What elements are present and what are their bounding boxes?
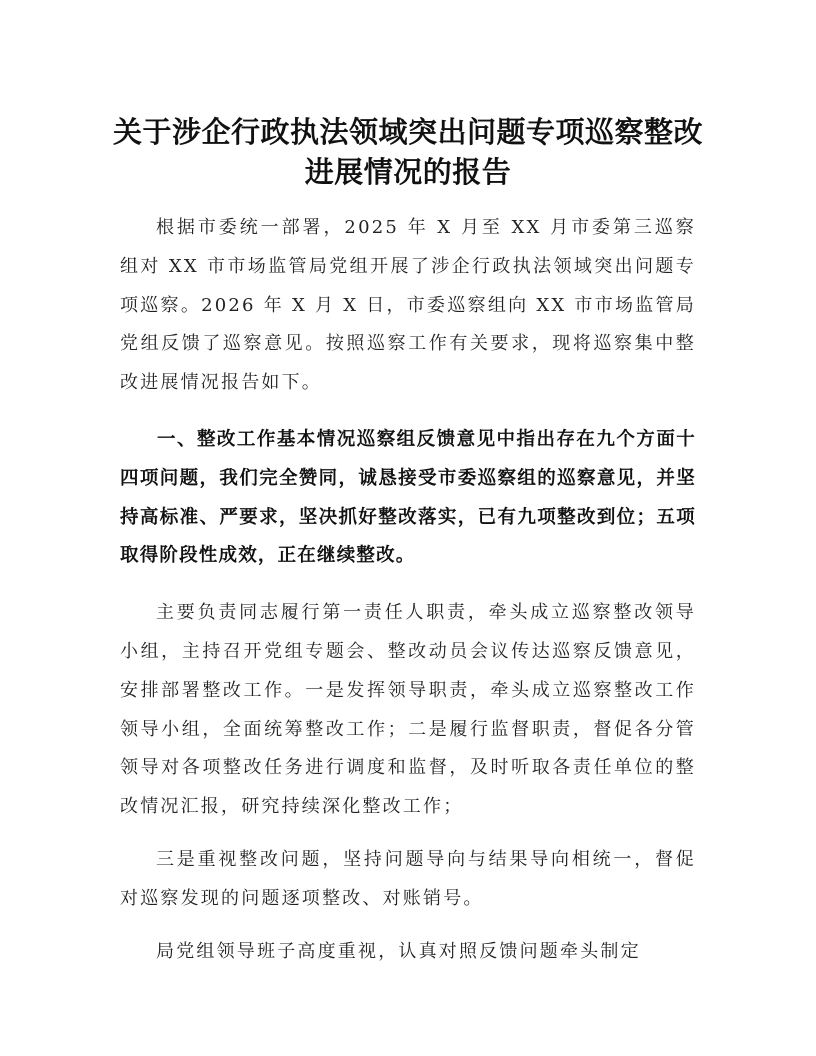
document-title: 关于涉企行政执法领域突出问题专项巡察整改进展情况的报告 bbox=[112, 115, 703, 189]
paragraph-intro: 根据市委统一部署，2025 年 X 月至 XX 月市委第三巡察组对 XX 市市场监管局党组开展了涉企行政执法领域突出问题专项巡察。2026 年 X 月 X 日，市委巡察组向 XX 市市场监管局党组反馈了巡察意见。按照巡察工作有关要求，现将巡察集中整改进展情况报告如下。 bbox=[120, 217, 696, 394]
paragraph-section-heading: 一、整改工作基本情况巡察组反馈意见中指出存在九个方面十四项问题，我们完全赞同，诚恳接受市委巡察组的巡察意见，并坚持高标准、严要求，坚决抓好整改落实，已有九项整改到位；五项取得阶段性成效，正在继续整改。 bbox=[120, 428, 696, 567]
paragraph-rectification: 三是重视整改问题，坚持问题导向与结果导向相统一，督促对巡察发现的问题逐项整改、对账销号。 bbox=[120, 848, 696, 909]
document-body bbox=[120, 209, 696, 971]
paragraph-responsibility: 主要负责同志履行第一责任人职责，牵头成立巡察整改领导小组，主持召开党组专题会、整改动员会议传达巡察反馈意见，安排部署整改工作。一是发挥领导职责，牵头成立巡察整改工作领导小组，全面统筹整改工作；二是履行监督职责，督促各分管领导对各项整改任务进行调度和监督，及时听取各责任单位的整改情况汇报，研究持续深化整改工作； bbox=[120, 602, 696, 818]
paragraph-leadership: 局党组领导班子高度重视，认真对照反馈问题牵头制定 bbox=[156, 940, 641, 962]
